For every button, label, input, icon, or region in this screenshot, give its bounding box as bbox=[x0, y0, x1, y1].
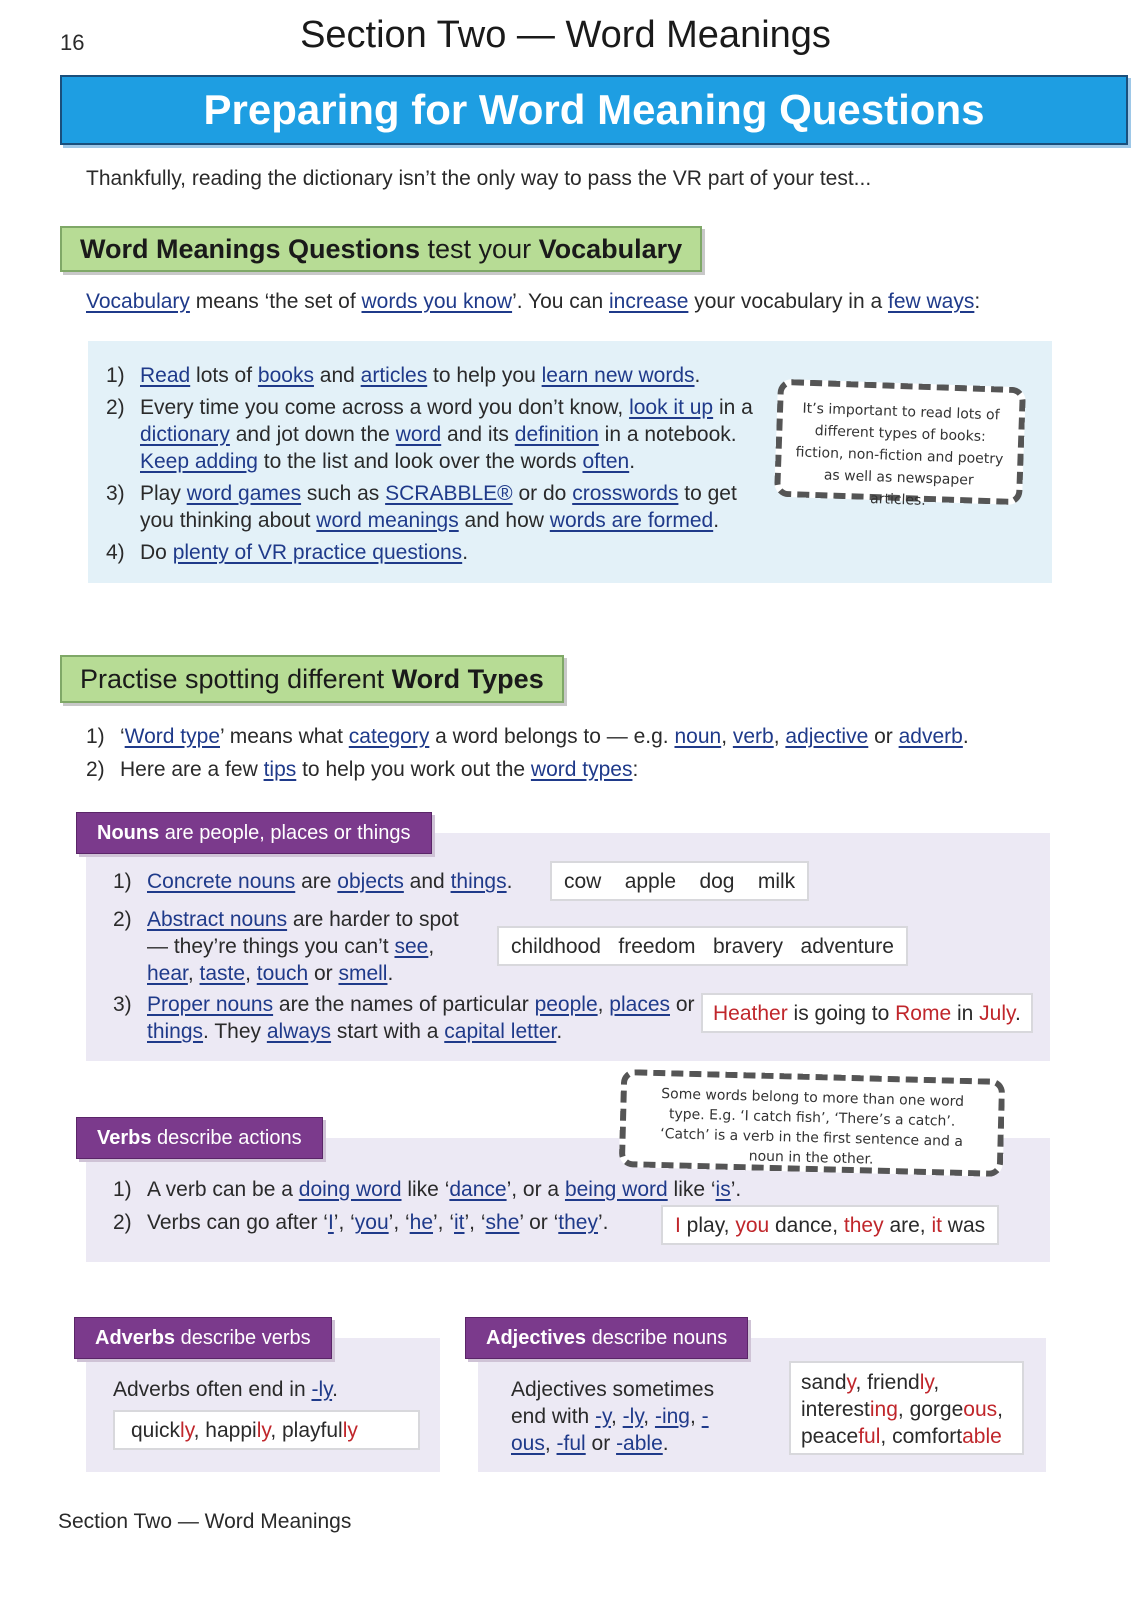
list-number: 1) bbox=[113, 1178, 132, 1201]
link-verb[interactable]: verb bbox=[732, 725, 774, 748]
example-word: cow bbox=[564, 870, 602, 893]
text: , bbox=[997, 1398, 1003, 1421]
text: Here are a few bbox=[120, 758, 264, 781]
link-learn-new-words[interactable]: learn new words bbox=[541, 364, 695, 387]
link-ly[interactable]: -ly bbox=[311, 1378, 333, 1401]
proper-noun-example bbox=[701, 993, 1033, 1033]
link-see[interactable]: see bbox=[394, 935, 429, 958]
text: Play bbox=[140, 482, 187, 505]
text: to the list and look over the words bbox=[257, 450, 583, 473]
list-number: 2) bbox=[106, 396, 125, 419]
pronoun: you bbox=[735, 1214, 770, 1237]
pronoun: I bbox=[675, 1214, 681, 1237]
list-number: 1) bbox=[106, 364, 125, 387]
text: ’ or ‘ bbox=[519, 1211, 559, 1234]
text: . bbox=[694, 364, 701, 387]
suffix: ly bbox=[342, 1419, 358, 1442]
link-being-word[interactable]: being word bbox=[564, 1178, 668, 1201]
text: in a bbox=[713, 396, 753, 419]
text: . bbox=[332, 1378, 338, 1401]
text: , bbox=[611, 1405, 623, 1428]
link-increase[interactable]: increase bbox=[609, 290, 689, 313]
text: is going to bbox=[787, 1002, 896, 1025]
text: lots of bbox=[190, 364, 258, 387]
verbs-heading-text: describe actions bbox=[151, 1127, 302, 1149]
text: . bbox=[662, 1432, 669, 1455]
text: . bbox=[387, 962, 394, 985]
text: ’, ‘ bbox=[464, 1211, 486, 1234]
link-crosswords[interactable]: crosswords bbox=[572, 482, 679, 505]
link-dance[interactable]: dance bbox=[449, 1178, 507, 1201]
link-words-you-know[interactable]: words you know bbox=[361, 290, 513, 313]
text: are, bbox=[883, 1214, 932, 1237]
link-objects[interactable]: objects bbox=[337, 870, 404, 893]
link-capital-letter[interactable]: capital letter bbox=[444, 1020, 557, 1043]
text: ’. bbox=[730, 1178, 742, 1201]
link-ful[interactable]: -ful bbox=[556, 1432, 586, 1455]
text: to help you bbox=[427, 364, 542, 387]
link-words-are-formed[interactable]: words are formed bbox=[549, 509, 714, 532]
text: play, bbox=[680, 1214, 736, 1237]
link-keep-adding[interactable]: Keep adding bbox=[140, 450, 258, 473]
text: and jot down the bbox=[229, 423, 396, 446]
text: : bbox=[632, 758, 639, 781]
link-articles[interactable]: articles bbox=[360, 364, 428, 387]
example-place: Rome bbox=[895, 1002, 952, 1025]
text: and how bbox=[458, 509, 550, 532]
pronoun: it bbox=[931, 1214, 942, 1237]
list-number: 2) bbox=[113, 1211, 132, 1234]
text: dance, bbox=[769, 1214, 844, 1237]
suffix: able bbox=[962, 1425, 1002, 1448]
text: . bbox=[506, 870, 513, 893]
suffix: ly bbox=[180, 1419, 194, 1442]
text: ’ means what bbox=[220, 725, 349, 748]
vocab-definition bbox=[86, 288, 980, 315]
text: Adjectives sometimes end with bbox=[511, 1378, 715, 1428]
suffix: ful bbox=[858, 1425, 881, 1448]
example-name: Heather bbox=[713, 1002, 788, 1025]
concrete-noun-examples bbox=[550, 861, 809, 901]
link-he[interactable]: he bbox=[409, 1211, 434, 1234]
link-i[interactable]: I bbox=[327, 1211, 334, 1234]
text: in bbox=[951, 1002, 980, 1025]
text: , gorge bbox=[897, 1398, 964, 1421]
list-number: 2) bbox=[86, 758, 105, 781]
link-read[interactable]: Read bbox=[140, 364, 191, 387]
text: , bbox=[187, 962, 200, 985]
text: , bbox=[643, 1405, 655, 1428]
list-number: 3) bbox=[106, 482, 125, 505]
example-word: childhood bbox=[511, 935, 601, 958]
suffix: y bbox=[846, 1371, 856, 1394]
link-able[interactable]: -able bbox=[616, 1432, 663, 1455]
text: such as bbox=[301, 482, 386, 505]
link-people[interactable]: people bbox=[534, 993, 598, 1016]
link-look-it-up[interactable]: look it up bbox=[629, 396, 714, 419]
page-title-banner: Preparing for Word Meaning Questions bbox=[60, 75, 1128, 145]
nouns-heading bbox=[76, 812, 432, 854]
text: in a notebook. bbox=[598, 423, 737, 446]
link-things[interactable]: things bbox=[450, 870, 507, 893]
text: ’. bbox=[597, 1211, 609, 1234]
text: and its bbox=[441, 423, 515, 446]
text: was bbox=[941, 1214, 986, 1237]
text: peace bbox=[801, 1425, 859, 1448]
text: , bbox=[689, 1405, 702, 1428]
text: Adverbs often end in bbox=[113, 1378, 312, 1401]
text: start with a bbox=[331, 1020, 445, 1043]
text: ’, ‘ bbox=[388, 1211, 410, 1234]
abstract-noun-examples bbox=[497, 926, 908, 966]
link-word-type[interactable]: Word type bbox=[124, 725, 220, 748]
adverbs-text bbox=[113, 1376, 338, 1403]
text: . bbox=[556, 1020, 563, 1043]
list-number: 2) bbox=[113, 908, 132, 931]
text: , happi bbox=[193, 1419, 257, 1442]
adverbs-heading-text: describe verbs bbox=[175, 1327, 311, 1349]
text: A verb can be a bbox=[147, 1178, 299, 1201]
link-they[interactable]: they bbox=[558, 1211, 598, 1234]
example-month: July bbox=[979, 1002, 1015, 1025]
text: are the names of particular bbox=[273, 993, 535, 1016]
example-word: bravery bbox=[712, 935, 784, 958]
link-dictionary[interactable]: dictionary bbox=[140, 423, 230, 446]
text: and bbox=[313, 364, 361, 387]
vocab-heading-mid: test your bbox=[420, 234, 539, 264]
text: ’, or a bbox=[506, 1178, 565, 1201]
reading-tip-note: It’s important to read lots of different types of books: fiction, non-fiction and poetry as well as newspaper articles. bbox=[774, 379, 1026, 506]
link-ous[interactable]: -ous bbox=[511, 1405, 709, 1455]
vocab-heading-bold1: Word Meanings Questions bbox=[80, 234, 421, 264]
text: or bbox=[670, 993, 695, 1016]
text: to help you work out the bbox=[296, 758, 531, 781]
link-word-games[interactable]: word games bbox=[186, 482, 302, 505]
link-it[interactable]: it bbox=[454, 1211, 465, 1234]
link-touch[interactable]: touch bbox=[256, 962, 309, 985]
section-title: Section Two — Word Meanings bbox=[300, 14, 831, 56]
text: , friend bbox=[855, 1371, 920, 1394]
link-adverb[interactable]: adverb bbox=[898, 725, 963, 748]
link-she[interactable]: she bbox=[485, 1211, 520, 1234]
word-types-heading bbox=[60, 655, 564, 703]
link-few-ways[interactable]: few ways bbox=[888, 290, 975, 313]
text: , bbox=[773, 725, 786, 748]
example-word: freedom bbox=[618, 935, 696, 958]
link-places[interactable]: places bbox=[609, 993, 670, 1016]
text: ’, ‘ bbox=[333, 1211, 355, 1234]
adjectives-heading-text: describe nouns bbox=[586, 1327, 728, 1349]
link-adjective[interactable]: adjective bbox=[785, 725, 869, 748]
link-ly[interactable]: -ly bbox=[622, 1405, 644, 1428]
link-definition[interactable]: definition bbox=[514, 423, 599, 446]
text: are harder to spot — they’re things you can’t bbox=[147, 908, 459, 958]
list-number: 1) bbox=[113, 870, 132, 893]
text: like ‘ bbox=[667, 1178, 716, 1201]
link-taste[interactable]: taste bbox=[199, 962, 246, 985]
text: or bbox=[308, 962, 339, 985]
adverbs-heading bbox=[74, 1317, 332, 1359]
text: or bbox=[868, 725, 899, 748]
example-word: adventure bbox=[800, 935, 894, 958]
text: and bbox=[403, 870, 451, 893]
list-number: 4) bbox=[106, 541, 125, 564]
text: . bbox=[962, 725, 969, 748]
text: , bbox=[245, 962, 257, 985]
link-noun[interactable]: noun bbox=[674, 725, 722, 748]
verbs-heading bbox=[76, 1117, 323, 1159]
link-concrete-nouns[interactable]: Concrete nouns bbox=[147, 870, 296, 893]
footer-section-title: Section Two — Word Meanings bbox=[58, 1510, 352, 1533]
text: are bbox=[295, 870, 338, 893]
link-vr-practice[interactable]: plenty of VR practice questions bbox=[172, 541, 463, 564]
link-word-types[interactable]: word types bbox=[530, 758, 633, 781]
word-types-heading-bold: Word Types bbox=[391, 664, 544, 694]
link-vocabulary[interactable]: Vocabulary bbox=[86, 290, 190, 313]
link-is[interactable]: is bbox=[715, 1178, 731, 1201]
link-often[interactable]: often bbox=[582, 450, 630, 473]
word-type-note: Some words belong to more than one word type. E.g. ‘I catch fish’, ‘There’s a catch’. ‘Catch’ is a verb in the first sentence and a noun in the other. bbox=[619, 1069, 1005, 1177]
link-always[interactable]: always bbox=[266, 1020, 332, 1043]
intro-text: Thankfully, reading the dictionary isn’t the only way to pass the VR part of your test... bbox=[86, 167, 872, 190]
verbs-heading-bold: Verbs bbox=[97, 1127, 152, 1149]
link-tips[interactable]: tips bbox=[263, 758, 297, 781]
link-y[interactable]: -y bbox=[595, 1405, 611, 1428]
text: quick bbox=[131, 1419, 181, 1442]
text: Verbs can go after ‘ bbox=[147, 1211, 328, 1234]
link-books[interactable]: books bbox=[257, 364, 314, 387]
example-line bbox=[801, 1423, 1012, 1450]
page-number: 16 bbox=[60, 30, 85, 55]
suffix: ly bbox=[256, 1419, 271, 1442]
text: . bbox=[713, 509, 720, 532]
suffix: ly bbox=[919, 1371, 934, 1394]
text: like ‘ bbox=[401, 1178, 450, 1201]
pronoun: they bbox=[843, 1214, 884, 1237]
link-scrabble[interactable]: SCRABBLE® bbox=[385, 482, 513, 505]
text: sand bbox=[801, 1371, 847, 1394]
list-number: 3) bbox=[113, 993, 132, 1016]
text: : bbox=[974, 290, 981, 313]
vocab-heading bbox=[60, 226, 702, 272]
link-category[interactable]: category bbox=[348, 725, 430, 748]
link-doing-word[interactable]: doing word bbox=[298, 1178, 402, 1201]
adverbs-heading-bold: Adverbs bbox=[95, 1327, 176, 1349]
text: interest bbox=[801, 1398, 870, 1421]
link-hear[interactable]: hear bbox=[147, 962, 188, 985]
adjectives-heading bbox=[465, 1317, 748, 1359]
text: , bbox=[933, 1371, 940, 1394]
list-number: 1) bbox=[86, 725, 105, 748]
text: ‘ bbox=[120, 725, 125, 748]
link-things[interactable]: things bbox=[147, 1020, 204, 1043]
text: , comfort bbox=[880, 1425, 963, 1448]
adjectives-heading-bold: Adjectives bbox=[486, 1327, 587, 1349]
link-word-meanings[interactable]: word meanings bbox=[316, 509, 459, 532]
link-you[interactable]: you bbox=[354, 1211, 389, 1234]
text: to get you thinking about bbox=[140, 482, 737, 532]
link-abstract-nouns[interactable]: Abstract nouns bbox=[147, 908, 288, 931]
text: . They bbox=[203, 1020, 267, 1043]
text: ’, ‘ bbox=[433, 1211, 455, 1234]
text: , bbox=[597, 993, 610, 1016]
example-word: dog bbox=[699, 870, 735, 893]
text: ’. You can bbox=[512, 290, 609, 313]
verb-example bbox=[661, 1205, 999, 1245]
word-types-heading-text: Practise spotting different bbox=[80, 664, 392, 694]
text: . bbox=[462, 541, 469, 564]
text: . bbox=[629, 450, 636, 473]
text: your vocabulary in a bbox=[688, 290, 888, 313]
text: , bbox=[544, 1432, 557, 1455]
nouns-heading-text: are people, places or things bbox=[159, 822, 411, 844]
vocab-heading-bold2: Vocabulary bbox=[538, 234, 683, 264]
text: . bbox=[1014, 1002, 1021, 1025]
text: Every time you come across a word you don’t know, bbox=[140, 396, 630, 419]
adjectives-text bbox=[511, 1376, 741, 1457]
example-line bbox=[801, 1369, 1012, 1396]
text: , playful bbox=[270, 1419, 343, 1442]
text: , bbox=[428, 935, 435, 958]
link-smell[interactable]: smell bbox=[338, 962, 388, 985]
adverb-examples bbox=[113, 1410, 420, 1450]
example-line bbox=[801, 1396, 1012, 1423]
nouns-heading-bold: Nouns bbox=[97, 822, 160, 844]
text: or bbox=[585, 1432, 617, 1455]
adjective-examples bbox=[789, 1361, 1024, 1455]
example-word: milk bbox=[757, 870, 796, 893]
text: a word belongs to — e.g. bbox=[429, 725, 675, 748]
example-word: apple bbox=[624, 870, 677, 893]
text: means ‘the set of bbox=[189, 290, 362, 313]
link-ing[interactable]: -ing bbox=[654, 1405, 690, 1428]
link-word[interactable]: word bbox=[395, 423, 442, 446]
text: , bbox=[721, 725, 733, 748]
link-proper-nouns[interactable]: Proper nouns bbox=[147, 993, 274, 1016]
suffix: ing bbox=[869, 1398, 898, 1421]
text: or do bbox=[512, 482, 573, 505]
suffix: ous bbox=[963, 1398, 998, 1421]
text: Do bbox=[140, 541, 173, 564]
